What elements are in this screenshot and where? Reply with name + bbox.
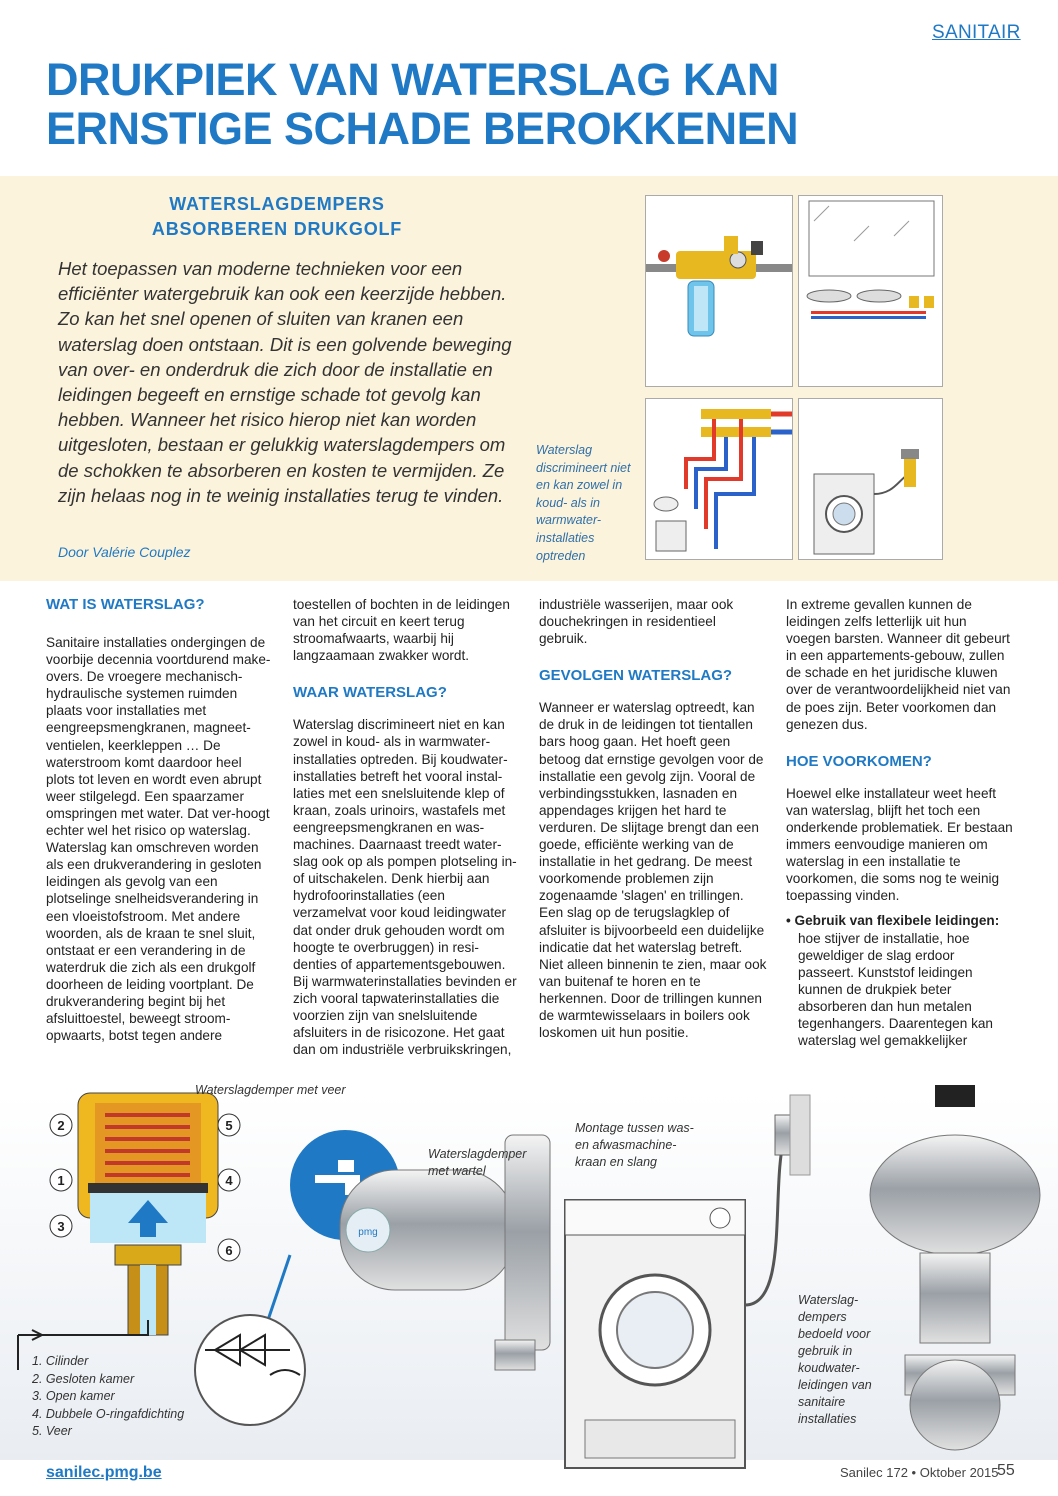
caption-wartel-damper	[428, 1146, 526, 1180]
caption-montage-line-3: kraan en slang	[575, 1155, 658, 1169]
legend-item: 5. Veer	[32, 1424, 72, 1438]
washbasins-illustration	[799, 196, 942, 386]
caption-montage-line-2: en afwasmachine-	[575, 1138, 677, 1152]
panel-washbasins	[798, 195, 943, 387]
callout-1: 1	[57, 1173, 65, 1188]
paragraph: Hoewel elke installateur weet heeft van waterslag, blijft het toch een onderkende problematiek. Er bestaan immers eenvoudige manieren om waterslag in een installatie te voorkomen, die soms nog te weinig toepassing vinden.	[786, 785, 1013, 904]
caption-montage-line-1: Montage tussen was-	[575, 1121, 694, 1135]
caption-cold-line-5: koudwater-	[798, 1361, 860, 1375]
lead-paragraph: Het toepassen van moderne technieken voor een efficiënter watergebruik kan ook een keerzijde hebben. Zo kan het snel openen of sluiten van kranen een waterslag doen ontstaan. Dit is een golvende beweging van over- en onderdruk die zich door de installatie en leidingen begeeft en ernstige schade tot gevolg kan hebben. Wanneer het risico hierop niet kan worden uitgesloten, bestaan er gelukkig waterslagdempers om de schokken te absorberen en kosten te vermijden. Ze zijn helaas nog in te weinig installaties terug te vinden.	[58, 258, 512, 506]
heading-waar-waterslag: WAAR WATERSLAG?	[293, 684, 447, 702]
column-3	[539, 596, 767, 1049]
paragraph: industriële wasserijen, maar ook douchekringen in residentieel gebruik.	[539, 597, 734, 647]
installation-figure-caption: Waterslag discrimineert niet en kan zowel in koud- als in warmwater-installaties optreden	[536, 443, 631, 563]
legend-item: 1. Cilinder	[32, 1354, 89, 1368]
callout-2: 2	[57, 1118, 65, 1133]
column-4	[786, 596, 1014, 1057]
heading-gevolgen-waterslag: GEVOLGEN WATERSLAG?	[539, 667, 733, 685]
intro-subhead	[72, 192, 482, 242]
callout-4: 4	[225, 1173, 233, 1188]
caption-wartel-line-2: met wartel	[428, 1164, 486, 1178]
bullet-flexibele-leidingen	[786, 912, 1014, 1049]
caption-spring-damper: Waterslagdemper met veer	[195, 1083, 346, 1097]
callout-6: 6	[225, 1243, 233, 1258]
legend-item: 4. Dubbele O-ringafdichting	[32, 1406, 185, 1421]
section-tag: SANITAIR	[932, 22, 1021, 43]
heading-wat-is-waterslag: WAT IS WATERSLAG?	[46, 596, 205, 613]
headline	[46, 55, 1026, 153]
panel-washing-machine	[798, 398, 943, 560]
legend-item: 3. Open kamer	[32, 1389, 115, 1403]
caption-cold-line-3: bedoeld voor	[798, 1327, 871, 1341]
caption-cold-line-2: dempers	[798, 1310, 847, 1324]
footer-issue: Sanilec 172 • Oktober 2015	[840, 1465, 999, 1480]
page-number: 55	[997, 1462, 1015, 1479]
author-byline: Door Valérie Couplez	[58, 544, 191, 560]
paragraph: In extreme gevallen kunnen de leidingen zelfs letterlijk uit hun voegen barsten. Wanneer dit gebeurt in een appartements-gebouw, zullen de schade en het juridische kluwen over de verantwoordelijkheid niet van de poes zijn. Beter voorkomen dan genezen dus.	[786, 597, 1011, 732]
caption-cold-line-1: Waterslag-	[798, 1293, 859, 1307]
caption-cold-line-8: installaties	[798, 1412, 857, 1426]
column-2	[293, 596, 521, 1066]
filter-unit-illustration	[646, 196, 792, 386]
parts-legend	[32, 1353, 184, 1441]
caption-cold-water-damper	[798, 1292, 872, 1428]
headline-line-1: DRUKPIEK VAN WATERSLAG KAN	[46, 54, 779, 105]
heading-hoe-voorkomen: HOE VOORKOMEN?	[786, 752, 932, 770]
legend-item: 2. Gesloten kamer	[32, 1371, 135, 1386]
panel-filter-unit	[645, 195, 793, 387]
caption-cold-line-6: leidingen van	[798, 1378, 872, 1392]
caption-cold-line-7: sanitaire	[798, 1395, 846, 1409]
caption-cold-line-4: gebruik in	[798, 1344, 853, 1358]
bullet-text: hoe stijver de installatie, hoe geweldiger de slag erdoor passeert. Kunststof leidingen kunnen de drukpiek beter absorberen dan hun metalen tegenhangers. Daarentegen kan waterslag wel gemakkelijker	[798, 930, 993, 1049]
bullet-label: • Gebruik van flexibele leidingen:	[786, 913, 1000, 929]
callout-5: 5	[225, 1118, 233, 1133]
paragraph: toestellen of bochten in de leidingen van het circuit en keert terug stroomafwaarts, waarbij hij langzaamaan zwakker wordt.	[293, 597, 510, 664]
subhead-line-1: WATERSLAGDEMPERS	[169, 194, 385, 214]
valve-shower-icon	[195, 1315, 305, 1425]
paragraph: Sanitaire installaties ondergingen de voorbije decennia voortdurend make-overs. De vroegere mechanisch-hydraulische systemen ruimden plaats voor installaties met eengreepsmengkranen, magneet-ventielen, keerkleppen … De waterstroom komt daardoor heel plots tot leven en wordt even abrupt weer stilgelegd. Een spaarzamer omspringen met water. Dat ver-hoogt echter wel het risico op waterslag. Waterslag kan omschreven worden als een drukverandering in gesloten leidingen als gevolg van een plotselinge snelheidsverandering in een vloeistofstroom. Met andere woorden, als de kraan te snel sluit, ontstaat er een verandering in de waterdruk die zich als een drukgolf doorheen de leiding voortplant. De drukverandering begint bij het afsluittoestel, beweegt stroom-opwaarts, botst tegen andere	[46, 635, 271, 1044]
panel-manifold	[645, 398, 793, 560]
paragraph: Waterslag discrimineert niet en kan zowel in koud- als in warmwater-installaties optreden. Bij koudwater-installaties betreft het vooral instal-laties met een snelsluitende klep of kraan, zoals urinoirs, wastafels met eengreepsmengkranen en was-machines. Daarnaast treedt water-slag ook op als pompen plotseling in- of uitschakelen. Denk hierbij aan hydrofoorinstallaties (een verzamelvat voor koud leidingwater dat onder druk gehouden wordt om hoogte te overbruggen) in resi-denties of appartementsgebouwen. Bij warmwaterinstallaties bevinden er zich vooral tapwaterinstallaties die voorzien zijn van snelsluitende afsluiters in de risicozone. Het gaat dan om industriële verbruikskringen,	[293, 717, 517, 1058]
headline-line-2: ERNSTIGE SCHADE BEROKKENEN	[46, 103, 799, 154]
manifold-illustration	[646, 399, 792, 559]
subhead-line-2: ABSORBEREN DRUKGOLF	[151, 219, 403, 239]
paragraph: Wanneer er waterslag optreedt, kan de druk in de leidingen tot tientallen bars hoog gaan. Het hoeft geen betoog dat ernstige gevolgen voor de installatie een gevolg zijn. Vooral de verbindingsstukken, lasnaden en appendages krijgen het hard te verduren. De slijtage brengt dan een goede, efficiënte werking van de installatie in het gedrang. De meest voorkomende problemen zijn zogenaamde 'slagen' en trillingen. Een slag op de terugslagklep of afsluiter is bijvoorbeeld een duidelijke indicatie dat het waterslag betreft. Niet alleen binnenin te zien, maar ook van buitenaf te horen en te herkennen. Door de trillingen kunnen de warmtewisselaars in boilers ook loskomen uit hun positie.	[539, 700, 767, 1041]
callout-3: 3	[57, 1219, 65, 1234]
footer-url-link[interactable]: sanilec.pmg.be	[46, 1464, 162, 1481]
caption-montage	[575, 1120, 694, 1171]
washing-machine-illustration	[799, 399, 942, 559]
caption-wartel-line-1: Waterslagdemper	[428, 1147, 527, 1161]
product-label: pmg	[358, 1227, 378, 1238]
column-1	[46, 596, 274, 1052]
